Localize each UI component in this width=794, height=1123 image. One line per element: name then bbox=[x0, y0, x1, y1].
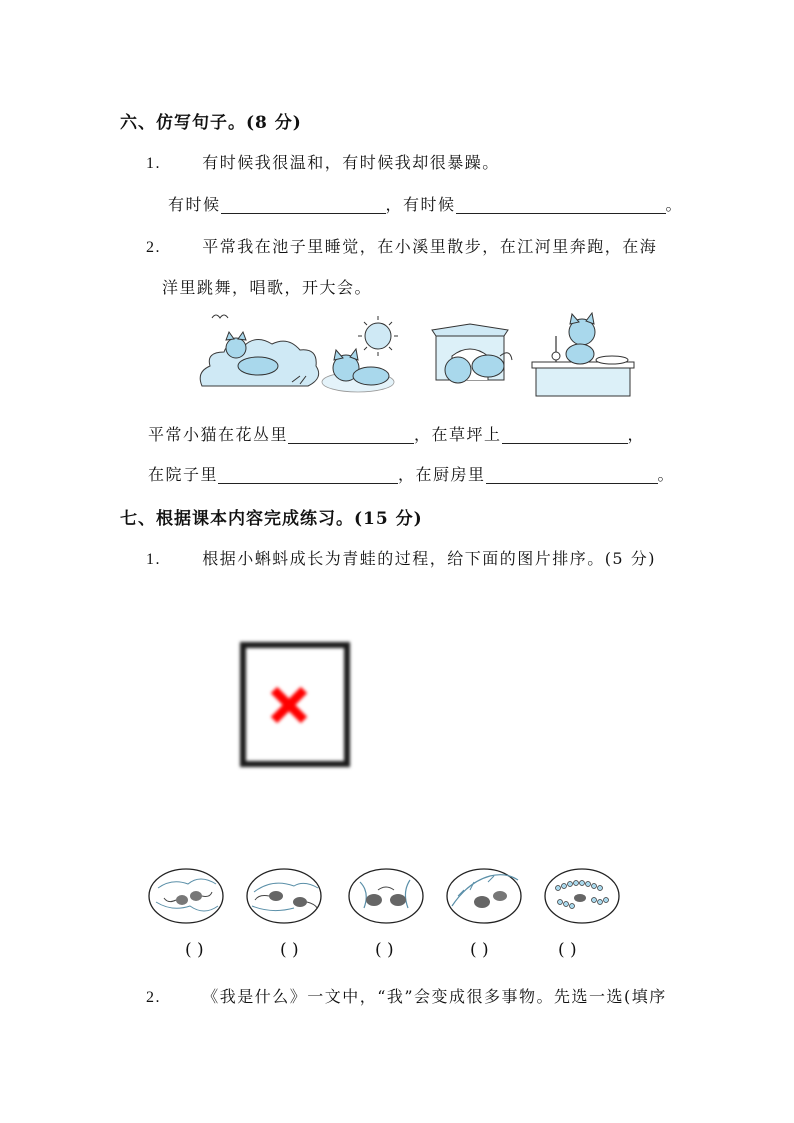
tadpole-stage-2-picture bbox=[247, 869, 321, 923]
q6-2-line2: 洋里跳舞，唱歌，开大会。 bbox=[162, 278, 373, 297]
cat-in-courtyard-illustration bbox=[432, 324, 512, 383]
tadpole-stage-3-picture bbox=[349, 869, 423, 923]
cat-illustrations bbox=[196, 312, 646, 398]
answer-paren-1[interactable]: ( ) bbox=[185, 940, 204, 960]
broken-image-placeholder bbox=[240, 642, 350, 767]
section-6-heading: 六、仿写句子。(8 分) bbox=[120, 113, 302, 133]
answer-blank[interactable] bbox=[218, 465, 398, 484]
tadpole-stage-5-picture bbox=[545, 869, 619, 923]
q6-2-row bbox=[146, 234, 657, 257]
q6-1-fill-row bbox=[168, 192, 683, 215]
answer-blank[interactable] bbox=[456, 195, 666, 214]
q6-1-fill-end: 。 bbox=[665, 195, 684, 214]
q6-1-number: 1. bbox=[146, 155, 161, 172]
answer-blank[interactable] bbox=[288, 425, 414, 444]
q6-2-line1: 平常我在池子里睡觉，在小溪里散步，在江河里奔跑，在海 bbox=[202, 237, 658, 256]
q6-2-fill1-end: ， bbox=[627, 425, 646, 444]
q6-1-sentence: 有时候我很温和，有时候我却很暴躁。 bbox=[202, 153, 500, 172]
answer-paren-2[interactable]: ( ) bbox=[280, 940, 299, 960]
cat-on-lawn-illustration bbox=[322, 316, 398, 392]
q6-2-fill2-end: 。 bbox=[657, 465, 676, 484]
q6-2-fill2-prefix: 在院子里 bbox=[148, 465, 219, 484]
q7-1-row bbox=[146, 546, 656, 569]
q6-1-row bbox=[146, 150, 500, 173]
q6-2-fill2-mid: ，在厨房里 bbox=[398, 465, 486, 484]
tadpole-stage-4-picture bbox=[447, 869, 521, 923]
q7-1-number: 1. bbox=[146, 551, 161, 568]
answer-paren-5[interactable]: ( ) bbox=[558, 940, 577, 960]
tadpole-stage-pictures bbox=[148, 866, 624, 926]
answer-paren-3[interactable]: ( ) bbox=[375, 940, 394, 960]
tadpole-stage-1-picture bbox=[149, 869, 223, 923]
q7-2-text: 《我是什么》一文中，“我”会变成很多事物。先选一选(填序 bbox=[202, 987, 667, 1006]
q6-2-fill-row-1 bbox=[148, 422, 645, 445]
q6-2-fill1-mid: ，在草坪上 bbox=[414, 425, 502, 444]
broken-image-icon bbox=[246, 648, 344, 761]
answer-blank[interactable] bbox=[221, 195, 386, 214]
q6-2-fill1-prefix: 平常小猫在花丛里 bbox=[148, 425, 289, 444]
q6-1-fill-prefix: 有时候 bbox=[168, 195, 221, 214]
q6-2-number: 2. bbox=[146, 239, 161, 256]
answer-blank[interactable] bbox=[502, 425, 628, 444]
q7-2-row bbox=[146, 984, 667, 1007]
answer-paren-4[interactable]: ( ) bbox=[470, 940, 489, 960]
section-7-heading: 七、根据课本内容完成练习。(15 分) bbox=[120, 509, 423, 529]
answer-blank[interactable] bbox=[486, 465, 658, 484]
q7-2-number: 2. bbox=[146, 989, 161, 1006]
q6-1-fill-sep: ，有时候 bbox=[385, 195, 456, 214]
q7-1-text: 根据小蝌蚪成长为青蛙的过程，给下面的图片排序。(5 分) bbox=[202, 549, 656, 568]
q6-2-fill-row-2 bbox=[148, 462, 675, 485]
cat-in-flowers-illustration bbox=[200, 315, 318, 386]
cat-in-kitchen-illustration bbox=[532, 313, 634, 396]
